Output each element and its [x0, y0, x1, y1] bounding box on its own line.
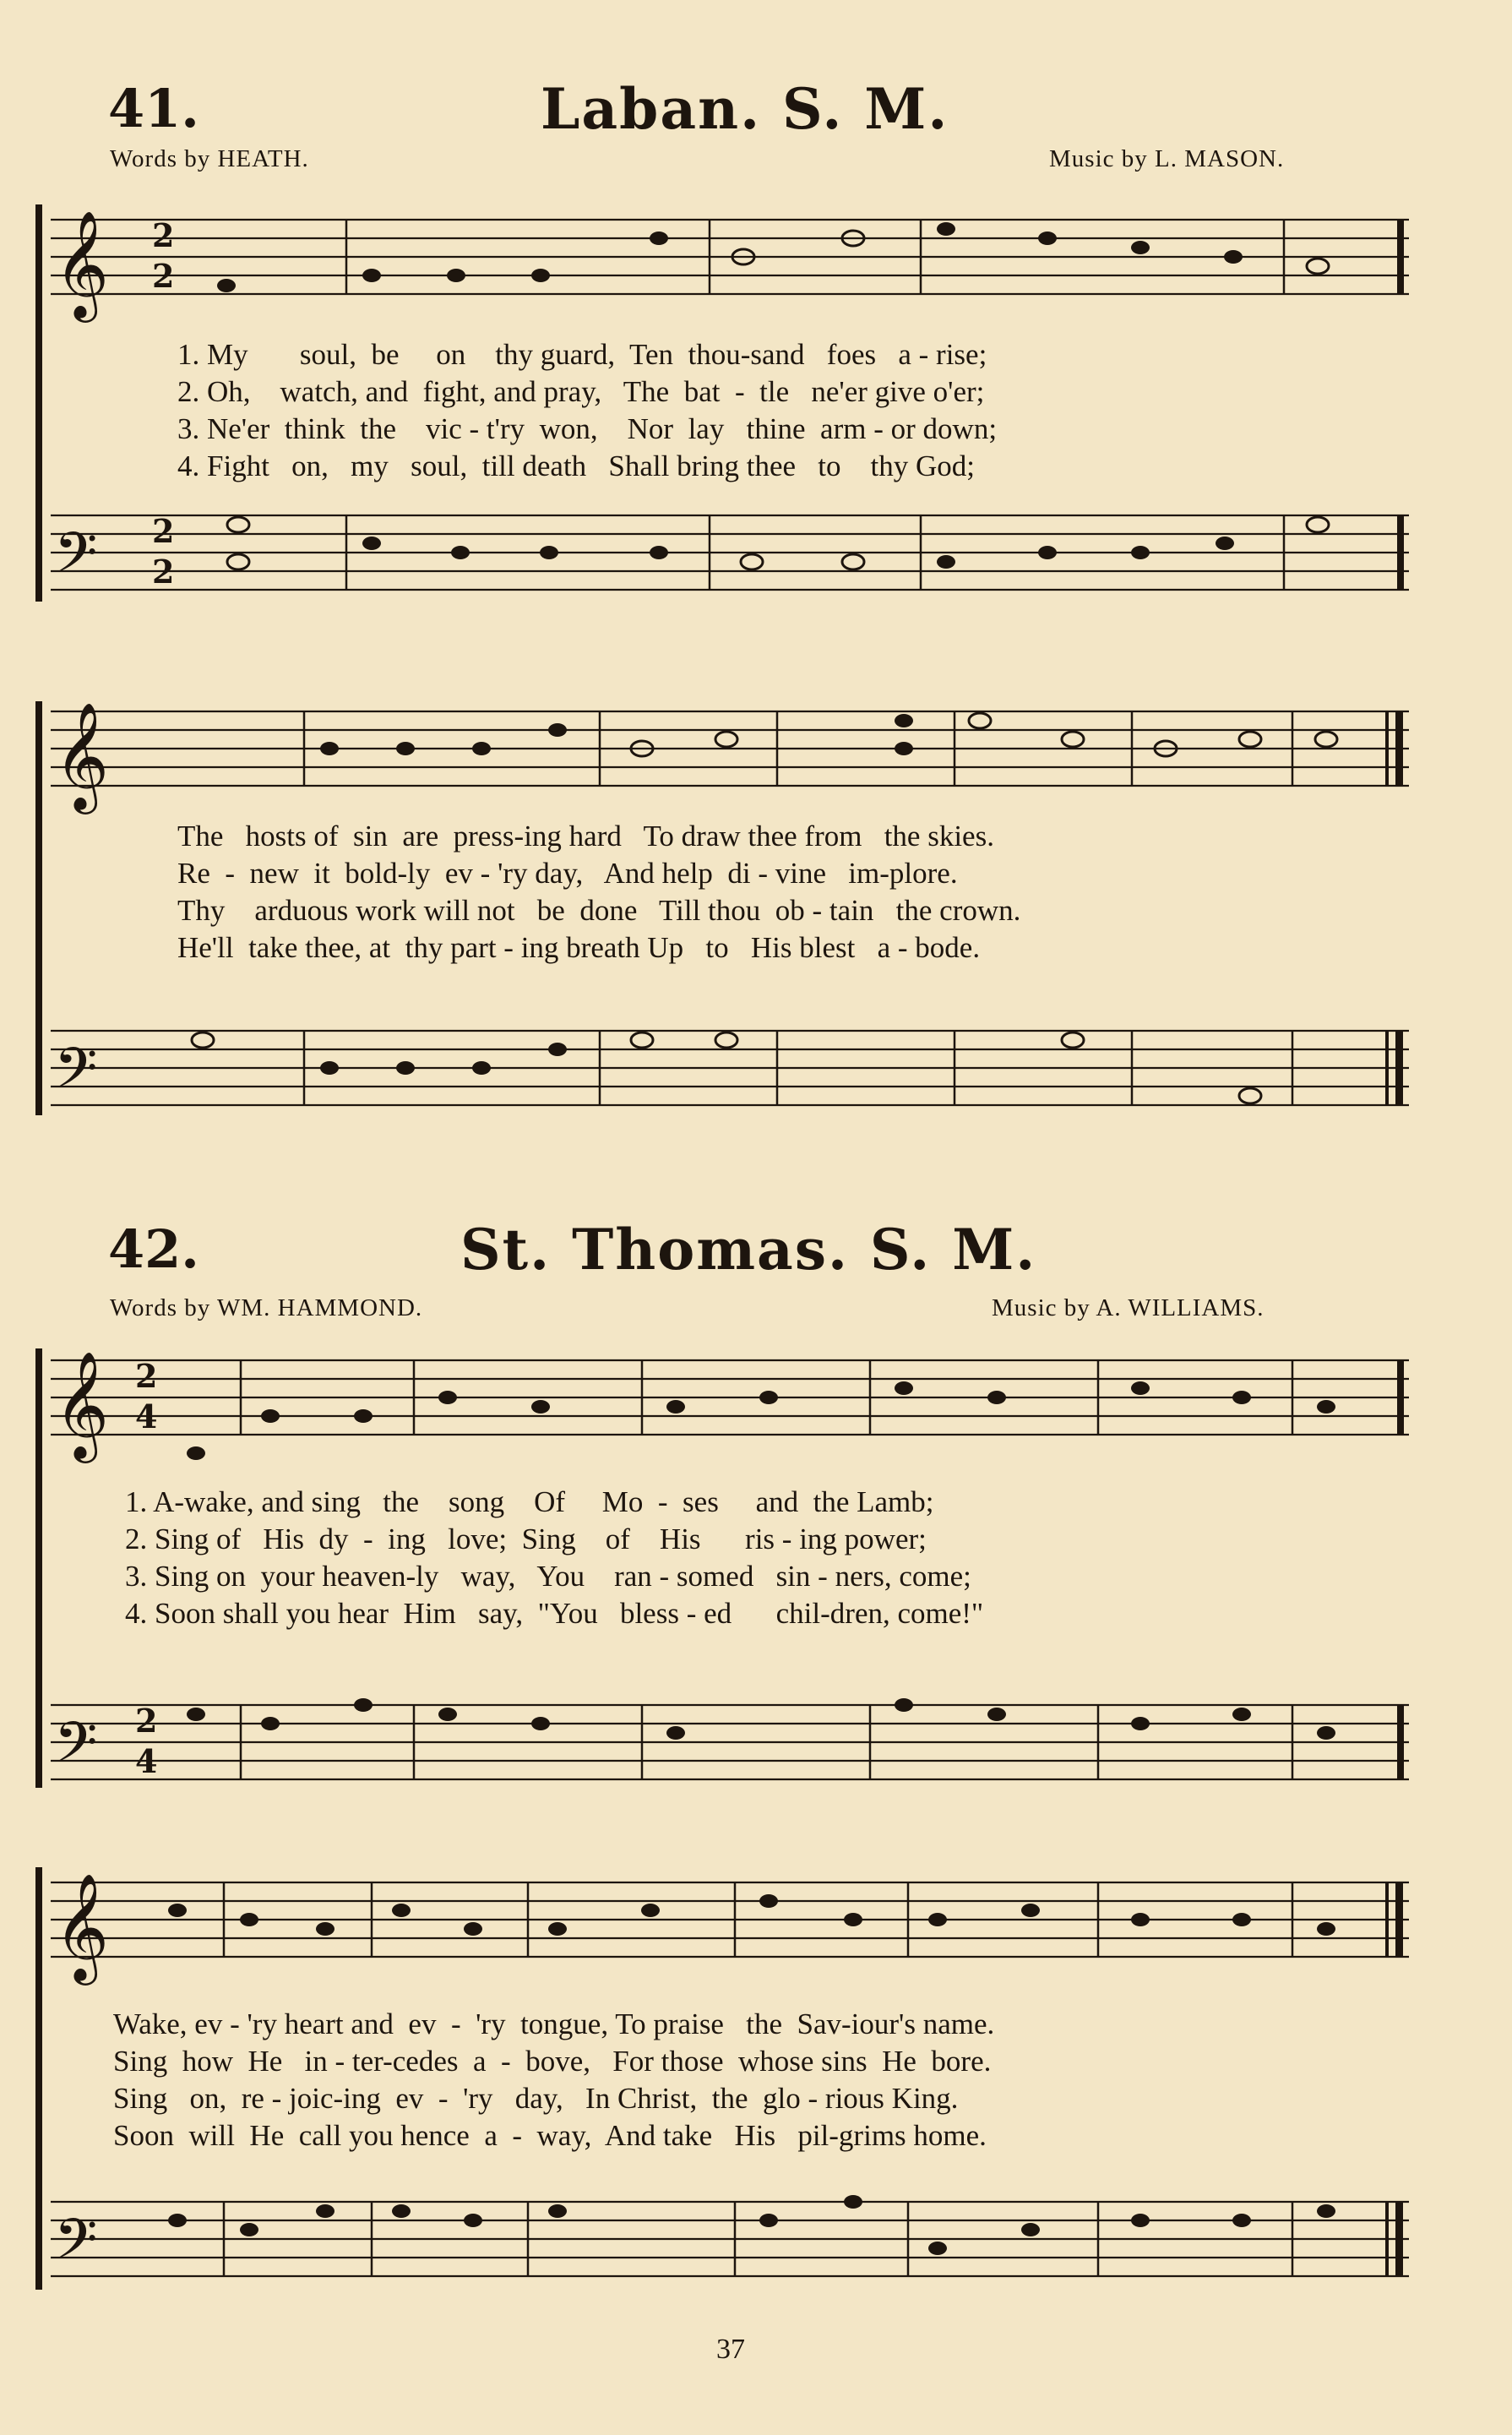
hymn-41-verse-line-4: 4. Fight on, my soul, till death Shall bring thee to thy God;	[177, 449, 975, 482]
hymn-41-refrain-line-4: He'll take thee, at thy part - ing breath Up to His blest a - bode.	[177, 931, 981, 964]
svg-text:2: 2	[152, 553, 175, 591]
hymn-41-verse-line-3: 3. Ne'er think the vic - t'ry won, Nor lay thine arm - or down;	[177, 412, 998, 445]
svg-text:2: 2	[152, 216, 175, 254]
hymn-41-verse-line-2: 2. Oh, watch, and fight, and pray, The bat - tle ne'er give o'er;	[177, 375, 985, 408]
hymn-42-verse-line-2: 2. Sing of His dy - ing love; Sing of His ris - ing power;	[125, 1523, 927, 1555]
svg-text:𝄞: 𝄞	[54, 210, 110, 318]
hymn-41-number: 41.	[108, 78, 199, 139]
hymn-42-verse-line-4: 4. Soon shall you hear Him say, "You bless - ed chil-dren, come!"	[125, 1597, 984, 1630]
svg-text:4: 4	[135, 1397, 158, 1435]
hymn-41-verse-line-1: 1. My soul, be on thy guard, Ten thou-sand foes a - rise;	[177, 338, 987, 371]
hymn-41-words-credit: Words by HEATH.	[110, 145, 309, 172]
svg-text:2: 2	[135, 1702, 158, 1740]
svg-text:4: 4	[135, 1742, 158, 1780]
svg-text:𝄢: 𝄢	[54, 2207, 98, 2285]
svg-text:2: 2	[135, 1357, 158, 1395]
hymn-42-refrain-line-3: Sing on, re - joic-ing ev - 'ry day, In Christ, the glo - rious King.	[113, 2082, 959, 2115]
hymn-42-verse-line-1: 1. A-wake, and sing the song Of Mo - ses and the Lamb;	[125, 1485, 934, 1518]
hymn-42-refrain-line-4: Soon will He call you hence a - way, And take His pil-grims home.	[113, 2119, 987, 2152]
page-number: 37	[716, 2334, 745, 2365]
hymn-41-refrain-line-3: Thy arduous work will not be done Till thou ob - tain the crown.	[177, 894, 1021, 927]
svg-text:𝄢: 𝄢	[54, 520, 98, 599]
hymn-42-refrain-line-1: Wake, ev - 'ry heart and ev - 'ry tongue, To praise the Sav-iour's name.	[113, 2007, 995, 2040]
hymn-41-refrain-line-1: The hosts of sin are press-ing hard To draw thee from the skies.	[177, 820, 994, 853]
hymn-42-title: St. Thomas. S. M.	[460, 1217, 1037, 1283]
svg-text:2: 2	[152, 257, 175, 295]
svg-text:2: 2	[152, 512, 175, 550]
svg-text:𝄢: 𝄢	[54, 1036, 98, 1114]
hymn-42-verse-line-3: 3. Sing on your heaven-ly way, You ran - somed sin - ners, come;	[125, 1560, 971, 1593]
hymn-42-refrain-line-2: Sing how He in - ter-cedes a - bove, For those whose sins He bore.	[113, 2045, 992, 2078]
hymn-41-music-credit: Music by L. MASON.	[1049, 145, 1285, 172]
svg-text:𝄞: 𝄞	[54, 1350, 110, 1458]
hymn-42-words-credit: Words by WM. HAMMOND.	[110, 1294, 423, 1321]
hymn-41-refrain-line-2: Re - new it bold-ly ev - 'ry day, And help di - vine im-plore.	[177, 857, 958, 890]
hymn-42-number: 42.	[108, 1218, 199, 1280]
hymn-42-music-credit: Music by A. WILLIAMS.	[992, 1294, 1265, 1321]
svg-text:𝄞: 𝄞	[54, 701, 110, 809]
svg-text:𝄞: 𝄞	[54, 1872, 110, 1980]
hymn-41-title: Laban. S. M.	[541, 76, 949, 142]
svg-text:𝄢: 𝄢	[54, 1710, 98, 1789]
